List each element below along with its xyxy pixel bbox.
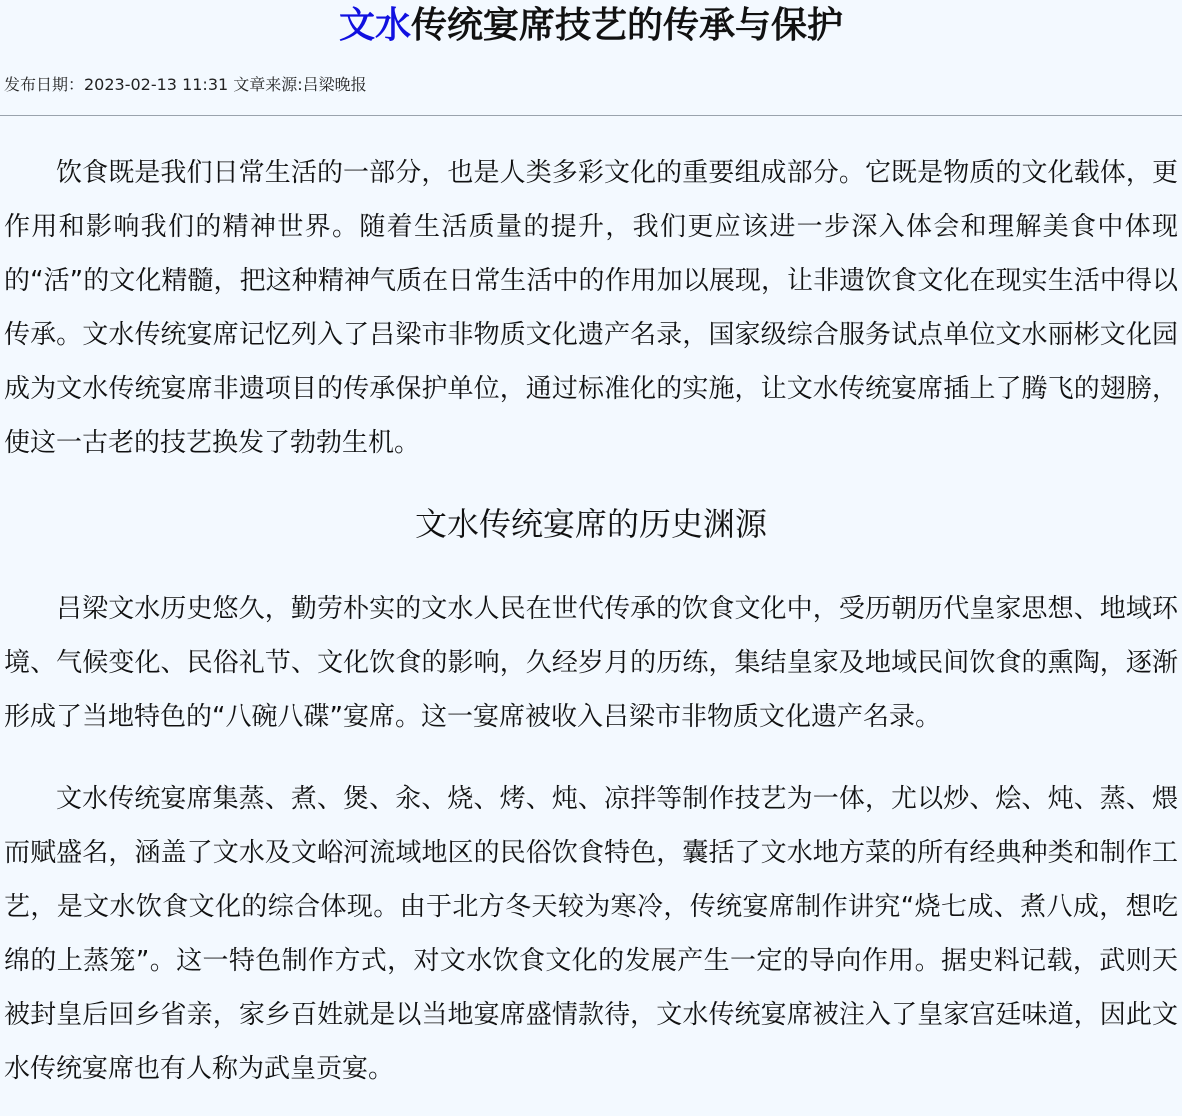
paragraph-intro: 饮食既是我们日常生活的一部分，也是人类多彩文化的重要组成部分。它既是物质的文化载体，更作用和影响我们的精神世界。随着生活质量的提升，我们更应该进一步深入体会和理解美食中体现的“活”的文化精髓，把这种精神气质在日常生活中的作用加以展现，让非遗饮食文化在现实生活中得以传承。文水传统宴席记忆列入了吕梁市非物质文化遗产名录，国家级综合服务试点单位文水丽彬文化园成为文水传统宴席非遗项目的传承保护单位，通过标准化的实施，让文水传统宴席插上了腾飞的翅膀，使这一古老的技艺换发了勃勃生机。 xyxy=(4,158,1178,458)
paragraph-history: 吕梁文水历史悠久，勤劳朴实的文水人民在世代传承的饮食文化中，受历朝历代皇家思想、地域环境、气候变化、民俗礼节、文化饮食的影响，久经岁月的历练，集结皇家及地域民间饮食的熏陶，逐渐形成了当地特色的“八碗八碟”宴席。这一宴席被收入吕梁市非物质文化遗产名录。 xyxy=(4,594,1178,732)
title-highlight: 文水 xyxy=(338,5,411,46)
publish-meta: 发布日期：2023-02-13 11:31 文章来源:吕梁晚报 xyxy=(4,75,367,94)
article-title xyxy=(0,0,1182,54)
section-title: 文水传统宴席的历史渊源 xyxy=(414,505,767,543)
title-rest: 传统宴席技艺的传承与保护 xyxy=(411,5,844,46)
divider xyxy=(0,115,1182,116)
paragraph-techniques: 文水传统宴席集蒸、煮、煲、汆、烧、烤、炖、凉拌等制作技艺为一体，尤以炒、烩、炖、蒸、煨而赋盛名，涵盖了文水及文峪河流域地区的民俗饮食特色，囊括了文水地方菜的所有经典种类和制作工艺，是文水饮食文化的综合体现。由于北方冬天较为寒冷，传统宴席制作讲究“烧七成、煮八成，想吃绵的上蒸笼”。这一特色制作方式，对文水饮食文化的发展产生一定的导向作用。据史料记载，武则天被封皇后回乡省亲，家乡百姓就是以当地宴席盛情款待，文水传统宴席被注入了皇家宫廷味道，因此文水传统宴席也有人称为武皇贡宴。 xyxy=(4,784,1178,1084)
